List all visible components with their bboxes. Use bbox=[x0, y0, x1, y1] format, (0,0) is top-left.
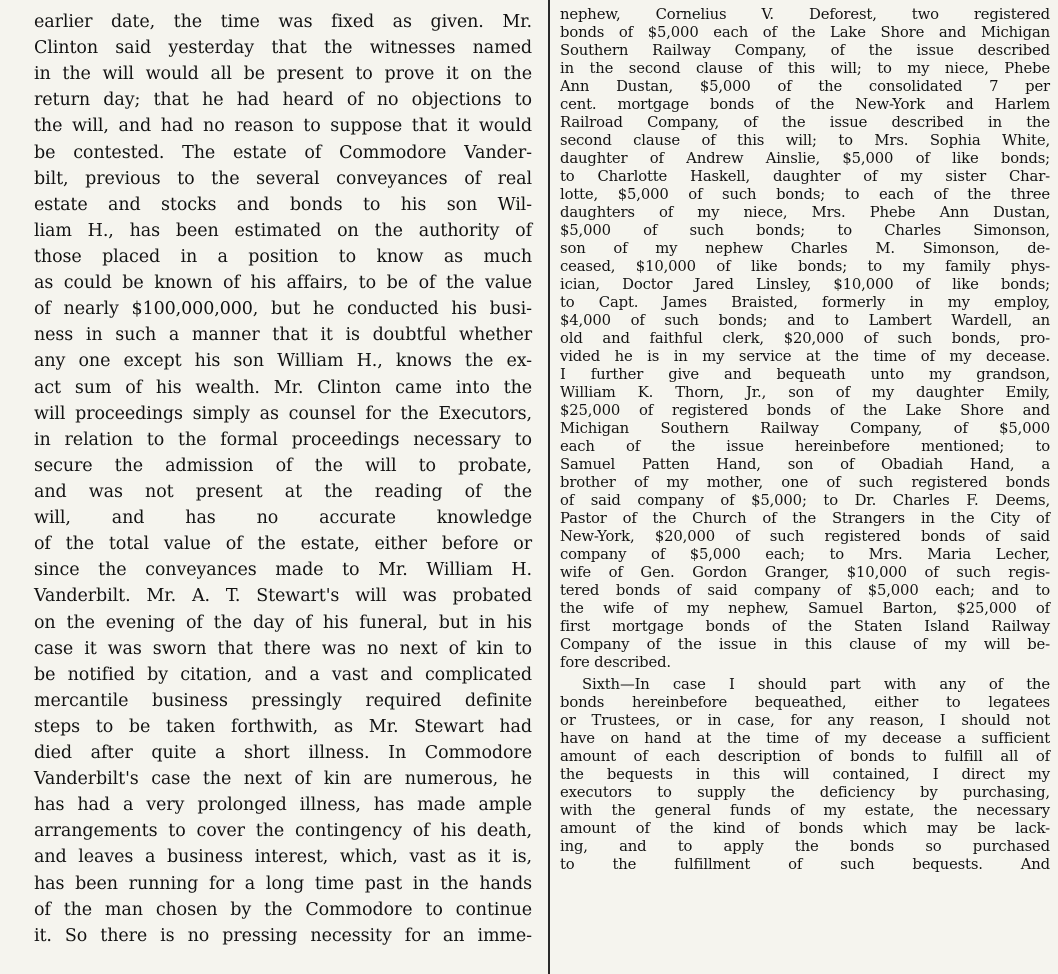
text-line: I further give and bequeath unto my grandson, bbox=[560, 366, 1050, 383]
text-line: has been running for a long time past in the hands bbox=[34, 874, 532, 894]
text-line: first mortgage bonds of the Staten Island Railway bbox=[560, 618, 1050, 635]
text-line: be notified by citation, and a vast and complicated bbox=[34, 665, 532, 685]
text-line: Michigan Southern Railway Company, of $5,000 bbox=[560, 420, 1050, 437]
right-column bbox=[560, 0, 1052, 974]
text-line: old and faithful clerk, $20,000 of such bonds, pro- bbox=[560, 330, 1050, 347]
text-line: wife of Gen. Gordon Granger, $10,000 of such regis- bbox=[560, 564, 1050, 581]
text-line: and leaves a business interest, which, vast as it is, bbox=[34, 847, 532, 867]
text-line: Southern Railway Company, of the issue described bbox=[560, 42, 1050, 59]
text-line: son of my nephew Charles M. Simonson, de- bbox=[560, 240, 1050, 257]
text-line: be contested. The estate of Commodore Vander- bbox=[34, 143, 532, 163]
text-line: in the will would all be present to prove it on the bbox=[34, 64, 532, 84]
text-line: mercantile business pressingly required definite bbox=[34, 691, 532, 711]
text-line: bonds of $5,000 each of the Lake Shore and Michigan bbox=[560, 24, 1050, 41]
text-line: Sixth—In case I should part with any of the bbox=[582, 676, 1050, 693]
text-line: tered bonds of said company of $5,000 each; and to bbox=[560, 582, 1050, 599]
text-line: lotte, $5,000 of such bonds; to each of the three bbox=[560, 186, 1050, 203]
text-line: bonds hereinbefore bequeathed, either to legatees bbox=[560, 694, 1050, 711]
text-line: the will, and had no reason to suppose that it would bbox=[34, 116, 532, 136]
text-line: cent. mortgage bonds of the New-York and Harlem bbox=[560, 96, 1050, 113]
text-line: second clause of this will; to Mrs. Sophia White, bbox=[560, 132, 1050, 149]
text-line: has had a very prolonged illness, has made ample bbox=[34, 795, 532, 815]
text-line: since the conveyances made to Mr. William H. bbox=[34, 560, 532, 580]
text-line: any one except his son William H., knows the ex- bbox=[34, 351, 532, 371]
text-line: act sum of his wealth. Mr. Clinton came into the bbox=[34, 378, 532, 398]
text-line: of the man chosen by the Commodore to continue bbox=[34, 900, 532, 920]
text-line: estate and stocks and bonds to his son Wil- bbox=[34, 195, 532, 215]
text-line: died after quite a short illness. In Commodore bbox=[34, 743, 532, 763]
text-line: ness in such a manner that it is doubtful whether bbox=[34, 325, 532, 345]
text-line: William K. Thorn, Jr., son of my daughter Emily, bbox=[560, 384, 1050, 401]
text-line: the wife of my nephew, Samuel Barton, $25,000 of bbox=[560, 600, 1050, 617]
text-line: as could be known of his affairs, to be of the value bbox=[34, 273, 532, 293]
text-line: company of $5,000 each; to Mrs. Maria Lecher, bbox=[560, 546, 1050, 563]
text-line: on the evening of the day of his funeral, but in his bbox=[34, 613, 532, 633]
text-line: daughters of my niece, Mrs. Phebe Ann Dustan, bbox=[560, 204, 1050, 221]
text-line: Company of the issue in this clause of my will be- bbox=[560, 636, 1050, 653]
text-line: the bequests in this will contained, I direct my bbox=[560, 766, 1050, 783]
text-line: to the fulfillment of such bequests. And bbox=[560, 856, 1050, 873]
text-line: bilt, previous to the several conveyances of real bbox=[34, 169, 532, 189]
text-line: each of the issue hereinbefore mentioned; to bbox=[560, 438, 1050, 455]
text-line: brother of my mother, one of such registered bonds bbox=[560, 474, 1050, 491]
text-line: fore described. bbox=[560, 654, 671, 671]
text-line: New-York, $20,000 of such registered bonds of said bbox=[560, 528, 1050, 545]
text-line: amount of the kind of bonds which may be lack- bbox=[560, 820, 1050, 837]
text-line: ing, and to apply the bonds so purchased bbox=[560, 838, 1050, 855]
text-line: in relation to the formal proceedings necessary to bbox=[34, 430, 532, 450]
text-line: liam H., has been estimated on the authority of bbox=[34, 221, 532, 241]
text-line: executors to supply the deficiency by purchasing, bbox=[560, 784, 1050, 801]
text-line: secure the admission of the will to probate, bbox=[34, 456, 532, 476]
text-line: or Trustees, or in case, for any reason, I should not bbox=[560, 712, 1050, 729]
text-line: Pastor of the Church of the Strangers in the City of bbox=[560, 510, 1050, 527]
text-line: with the general funds of my estate, the necessary bbox=[560, 802, 1050, 819]
text-line: steps to be taken forthwith, as Mr. Stewart had bbox=[34, 717, 532, 737]
text-line: Samuel Patten Hand, son of Obadiah Hand, a bbox=[560, 456, 1050, 473]
text-line: return day; that he had heard of no objections to bbox=[34, 90, 532, 110]
text-line: Clinton said yesterday that the witnesses named bbox=[34, 38, 532, 58]
text-line: amount of each description of bonds to fulfill all of bbox=[560, 748, 1050, 765]
text-line: ceased, $10,000 of like bonds; to my family phys- bbox=[560, 258, 1050, 275]
text-line: to Charlotte Haskell, daughter of my sister Char- bbox=[560, 168, 1050, 185]
text-line: to Capt. James Braisted, formerly in my employ, bbox=[560, 294, 1050, 311]
column-divider bbox=[548, 0, 550, 974]
text-line: Ann Dustan, $5,000 of the consolidated 7 per bbox=[560, 78, 1050, 95]
text-line: vided he is in my service at the time of my decease. bbox=[560, 348, 1050, 365]
text-line: Vanderbilt's case the next of kin are numerous, he bbox=[34, 769, 532, 789]
text-line: Railroad Company, of the issue described in the bbox=[560, 114, 1050, 131]
text-line: Vanderbilt. Mr. A. T. Stewart's will was probated bbox=[34, 586, 532, 606]
text-line: ician, Doctor Jared Linsley, $10,000 of like bonds; bbox=[560, 276, 1050, 293]
text-line: $4,000 of such bonds; and to Lambert Wardell, an bbox=[560, 312, 1050, 329]
text-line: of said company of $5,000; to Dr. Charles F. Deems, bbox=[560, 492, 1050, 509]
text-line: daughter of Andrew Ainslie, $5,000 of like bonds; bbox=[560, 150, 1050, 167]
text-line: will proceedings simply as counsel for the Executors, bbox=[34, 404, 532, 424]
text-line: earlier date, the time was fixed as given. Mr. bbox=[34, 12, 532, 32]
text-line: it. So there is no pressing necessity for an imme- bbox=[34, 926, 532, 946]
text-line: nephew, Cornelius V. Deforest, two registered bbox=[560, 6, 1050, 23]
text-line: $5,000 of such bonds; to Charles Simonson, bbox=[560, 222, 1050, 239]
text-line: have on hand at the time of my decease a sufficient bbox=[560, 730, 1050, 747]
text-line: in the second clause of this will; to my niece, Phebe bbox=[560, 60, 1050, 77]
text-line: and was not present at the reading of the bbox=[34, 482, 532, 502]
text-line: of the total value of the estate, either before or bbox=[34, 534, 532, 554]
text-line: case it was sworn that there was no next of kin to bbox=[34, 639, 532, 659]
text-line: arrangements to cover the contingency of his death, bbox=[34, 821, 532, 841]
text-line: those placed in a position to know as much bbox=[34, 247, 532, 267]
text-line: $25,000 of registered bonds of the Lake Shore and bbox=[560, 402, 1050, 419]
text-line: will, and has no accurate knowledge bbox=[34, 508, 532, 528]
text-line: of nearly $100,000,000, but he conducted his busi- bbox=[34, 299, 532, 319]
